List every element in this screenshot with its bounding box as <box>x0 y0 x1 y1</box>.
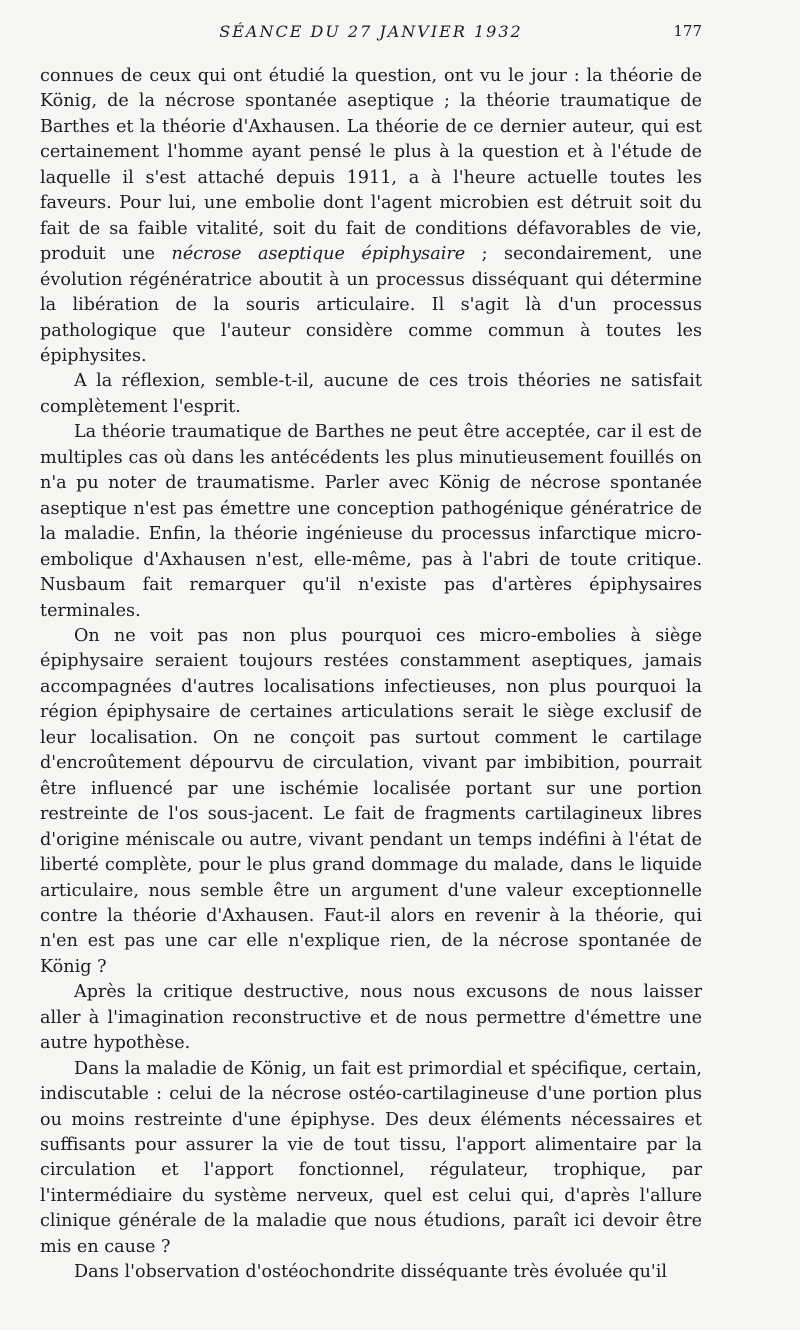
body-text <box>40 64 702 1286</box>
paragraph-7: Dans l'observation d'ostéochondrite disséquante très évoluée qu'il <box>74 1262 667 1283</box>
running-head: SÉANCE DU 27 JANVIER 1932 <box>219 22 523 41</box>
page-header <box>40 22 702 46</box>
paragraph-1 <box>40 64 702 369</box>
page-number: 177 <box>673 22 702 40</box>
paragraph-1-text-cont: ; secondairement, une évolution régénératrice aboutit à un processus disséquant qui détermine la libération de la souris articulaire. Il s'agit là d'un processus pathologique que l'auteur considère comme commun à toutes les épiphysites. <box>40 244 702 366</box>
paragraph-3: La théorie traumatique de Barthes ne peut être acceptée, car il est de multiples cas où dans les antécédents les plus minutieusement fouillés on n'a pu noter de traumatisme. Parler avec König de nécrose spontanée aseptique n'est pas émettre une conception pathogénique génératrice de la maladie. Enfin, la théorie ingénieuse du processus infarctique micro-embolique d'Axhausen n'est, elle-même, pas à l'abri de toute critique. Nusbaum fait remarquer qu'il n'existe pas d'artères épiphysaires terminales. <box>40 422 702 621</box>
paragraph-2: A la réflexion, semble-t-il, aucune de ces trois théories ne satisfait complètement l'esprit. <box>40 371 702 417</box>
paragraph-1-text: connues de ceux qui ont étudié la question, ont vu le jour : la théorie de König, de la nécrose spontanée aseptique ; la théorie traumatique de Barthes et la théorie d'Axhausen. La théorie de ce dernier auteur, qui est certainement l'homme ayant pensé le plus à la question et à l'étude de laquelle il s'est attaché depuis 1911, a à l'heure actuelle toutes les faveurs. Pour lui, une embolie dont l'agent microbien est détruit soit du fait de sa faible vitalité, soit du fait de conditions défavorables de vie, produit une <box>40 66 702 265</box>
paragraph-1-italic-term: nécrose aseptique épiphysaire <box>171 244 466 265</box>
paragraph-4: On ne voit pas non plus pourquoi ces micro-embolies à siège épiphysaire seraient toujours restées constamment aseptiques, jamais accompagnées d'autres localisations infectieuses, non plus pourquoi la région épiphysaire de certaines articulations serait le siège exclusif de leur localisation. On ne conçoit pas surtout comment le cartilage d'encroûtement dépourvu de circulation, vivant par imbibition, pourrait être influencé par une ischémie localisée portant sur une portion restreinte de l'os sous-jacent. Le fait de fragments cartilagineux libres d'origine méniscale ou autre, vivant pendant un temps indéfini à l'état de liberté complète, pour le plus grand dommage du malade, dans le liquide articulaire, nous semble être un argument d'une valeur exceptionnelle contre la théorie d'Axhausen. Faut-il alors en revenir à la théorie, qui n'en est pas une car elle n'explique rien, de la nécrose spontanée de König ? <box>40 625 702 977</box>
paragraph-6: Dans la maladie de König, un fait est primordial et spécifique, certain, indiscutable : celui de la nécrose ostéo-cartilagineuse d'une portion plus ou moins restreinte d'une épiphyse. Des deux éléments nécessaires et suffisants pour assurer la vie de tout tissu, l'apport alimentaire par la circulation et l'apport fonctionnel, régulateur, trophique, par l'intermédiaire du système nerveux, quel est celui qui, d'après l'allure clinique générale de la maladie que nous étudions, paraît ici devoir être mis en cause ? <box>40 1058 702 1257</box>
paragraph-5: Après la critique destructive, nous nous excusons de nous laisser aller à l'imagination reconstructive et de nous permettre d'émettre une autre hypothèse. <box>40 982 702 1054</box>
